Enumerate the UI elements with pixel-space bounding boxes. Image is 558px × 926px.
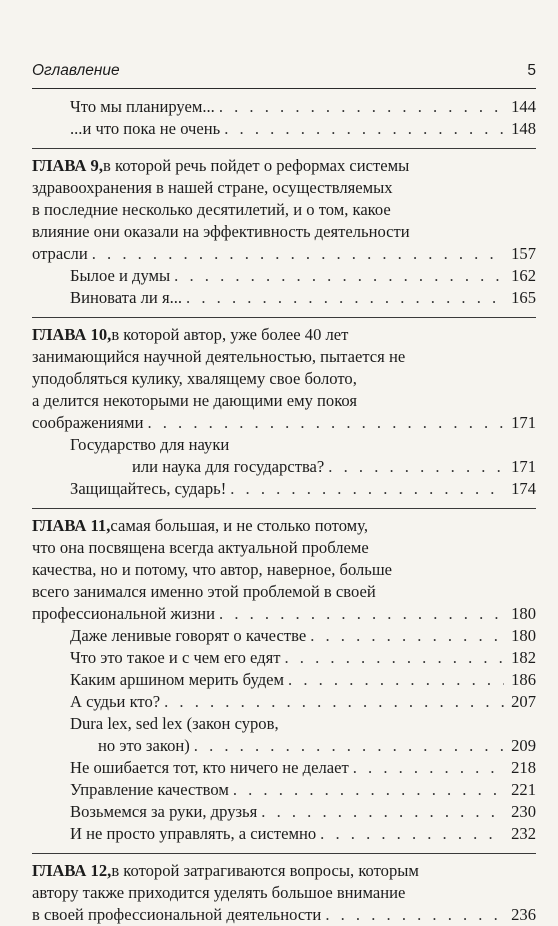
chapter-text: в последние несколько десятилетий, и о том, какое xyxy=(32,200,391,219)
chapter-11-entry[interactable] xyxy=(32,515,536,625)
section-divider xyxy=(32,309,536,318)
toc-entry[interactable] xyxy=(32,823,536,845)
chapter-text: что она посвящена всегда актуальной проблеме xyxy=(32,538,369,557)
entry-page: 180 xyxy=(511,626,536,645)
chapter-line xyxy=(32,559,536,581)
chapter-text: в которой затрагиваются вопросы, которым xyxy=(111,861,419,880)
dot-leader xyxy=(353,757,504,779)
entry-title: Защищайтесь, сударь! xyxy=(70,479,227,498)
entry-page: 236 xyxy=(511,905,536,924)
toc-entry[interactable] xyxy=(32,757,536,779)
entry-page: 165 xyxy=(511,288,536,307)
entry-line xyxy=(32,735,536,757)
header-title: Оглавление xyxy=(32,62,120,79)
entry-title: ...и что пока не очень xyxy=(70,119,221,138)
chapter-line xyxy=(32,515,536,537)
chapter-line xyxy=(32,860,536,882)
entry-page: 230 xyxy=(511,802,536,821)
chapter-line xyxy=(32,581,536,603)
toc-entry[interactable] xyxy=(32,287,536,309)
dot-leader xyxy=(164,691,504,713)
entry-title: Возьмемся за руки, друзья xyxy=(70,802,258,821)
chapter-line xyxy=(32,882,536,904)
toc-entry[interactable] xyxy=(32,118,536,140)
entry-page: 221 xyxy=(511,780,536,799)
toc-entry[interactable] xyxy=(32,779,536,801)
dot-leader xyxy=(174,265,504,287)
toc-entry[interactable] xyxy=(32,691,536,713)
entry-page: 144 xyxy=(511,97,536,116)
section-divider xyxy=(32,845,536,854)
dot-leader xyxy=(288,669,504,691)
entry-page: 182 xyxy=(511,648,536,667)
entry-page: 180 xyxy=(511,604,536,623)
entry-title: Виновата ли я... xyxy=(70,288,183,307)
dot-leader xyxy=(310,625,504,647)
dot-leader xyxy=(320,823,504,845)
entry-page: 157 xyxy=(511,244,536,263)
chapter-label: ГЛАВА 9, xyxy=(32,156,104,175)
toc-entry[interactable] xyxy=(32,647,536,669)
chapter-label: ГЛАВА 10, xyxy=(32,325,112,344)
chapter-text: уподобляться кулику, хвалящему свое болото, xyxy=(32,369,357,388)
entry-line xyxy=(32,434,536,456)
chapter-line xyxy=(32,346,536,368)
entry-title-cont: или наука для государства? xyxy=(132,457,325,476)
chapter-label: ГЛАВА 12, xyxy=(32,861,112,880)
entry-page: 186 xyxy=(511,670,536,689)
entry-page: 148 xyxy=(511,119,536,138)
chapter-12-entry[interactable] xyxy=(32,860,536,926)
dot-leader xyxy=(147,412,504,434)
chapter-label: ГЛАВА 11, xyxy=(32,516,111,535)
dot-leader xyxy=(328,456,504,478)
section-divider xyxy=(32,500,536,509)
chapter-line xyxy=(32,537,536,559)
section-divider xyxy=(32,140,536,149)
entry-title: А судьи кто? xyxy=(70,692,161,711)
chapter-line xyxy=(32,177,536,199)
entry-title: И не просто управлять, а системно xyxy=(70,824,317,843)
dot-leader xyxy=(194,735,504,757)
chapter-line xyxy=(32,243,536,265)
entry-title-cont: но это закон) xyxy=(98,736,190,755)
entry-title: Государство для науки xyxy=(70,435,230,454)
dot-leader xyxy=(219,96,504,118)
toc-entry-multiline[interactable] xyxy=(32,434,536,478)
chapter-line xyxy=(32,368,536,390)
dot-leader xyxy=(219,603,504,625)
entry-line xyxy=(32,456,536,478)
toc-entry-multiline[interactable] xyxy=(32,713,536,757)
chapter-line xyxy=(32,390,536,412)
entry-page: 174 xyxy=(511,479,536,498)
toc-entry[interactable] xyxy=(32,625,536,647)
chapter-text: всего занимался именно этой проблемой в своей xyxy=(32,582,376,601)
toc-entry[interactable] xyxy=(32,801,536,823)
dot-leader xyxy=(92,243,504,265)
entry-page: 171 xyxy=(511,413,536,432)
entry-line xyxy=(32,713,536,735)
entry-title: Управление качеством xyxy=(70,780,229,799)
chapter-text: влияние они оказали на эффективность деятельности xyxy=(32,222,410,241)
entry-page: 218 xyxy=(511,758,536,777)
entry-title: Былое и думы xyxy=(70,266,171,285)
entry-title: Dura lex, sed lex (закон суров, xyxy=(70,714,279,733)
chapter-line xyxy=(32,603,536,625)
chapter-text: автору также приходится уделять большое внимание xyxy=(32,883,406,902)
chapter-text: здравоохранения в нашей стране, осуществляемых xyxy=(32,178,393,197)
chapter-text: в которой автор, уже более 40 лет xyxy=(111,325,349,344)
entry-page: 209 xyxy=(511,736,536,755)
chapter-text: самая большая, и не столько потому, xyxy=(110,516,368,535)
dot-leader xyxy=(230,478,504,500)
toc-entry[interactable] xyxy=(32,96,536,118)
header-page-number: 5 xyxy=(527,62,536,79)
chapter-text: а делится некоторыми не дающими ему покоя xyxy=(32,391,358,410)
toc-entry[interactable] xyxy=(32,669,536,691)
chapter-text: отрасли xyxy=(32,244,88,263)
chapter-text: качества, но и потому, что автор, наверное, больше xyxy=(32,560,393,579)
entry-title: Даже ленивые говорят о качестве xyxy=(70,626,307,645)
dot-leader xyxy=(233,779,504,801)
chapter-text: профессиональной жизни xyxy=(32,604,216,623)
chapter-text: занимающийся научной деятельностью, пытается не xyxy=(32,347,406,366)
chapter-line xyxy=(32,155,536,177)
chapter-line xyxy=(32,199,536,221)
entry-title: Не ошибается тот, кто ничего не делает xyxy=(70,758,349,777)
entry-page: 207 xyxy=(511,692,536,711)
entry-title: Что мы планируем... xyxy=(70,97,215,116)
dot-leader xyxy=(224,118,504,140)
toc-entry[interactable] xyxy=(32,478,536,500)
entry-page: 171 xyxy=(511,457,536,476)
chapter-10-entry[interactable] xyxy=(32,324,536,434)
chapter-text: соображениями xyxy=(32,413,144,432)
chapter-line xyxy=(32,904,536,926)
chapter-line xyxy=(32,324,536,346)
dot-leader xyxy=(325,904,504,926)
toc-entry[interactable] xyxy=(32,265,536,287)
entry-page: 162 xyxy=(511,266,536,285)
chapter-line xyxy=(32,221,536,243)
entry-page: 232 xyxy=(511,824,536,843)
running-header xyxy=(32,62,536,89)
entry-title: Что это такое и с чем его едят xyxy=(70,648,281,667)
dot-leader xyxy=(285,647,505,669)
chapter-text: в которой речь пойдет о реформах системы xyxy=(103,156,410,175)
table-of-contents xyxy=(32,96,536,926)
dot-leader xyxy=(261,801,504,823)
entry-title: Каким аршином мерить будем xyxy=(70,670,285,689)
chapter-line xyxy=(32,412,536,434)
chapter-9-entry[interactable] xyxy=(32,155,536,265)
chapter-text: в своей профессиональной деятельности xyxy=(32,905,322,924)
dot-leader xyxy=(186,287,504,309)
